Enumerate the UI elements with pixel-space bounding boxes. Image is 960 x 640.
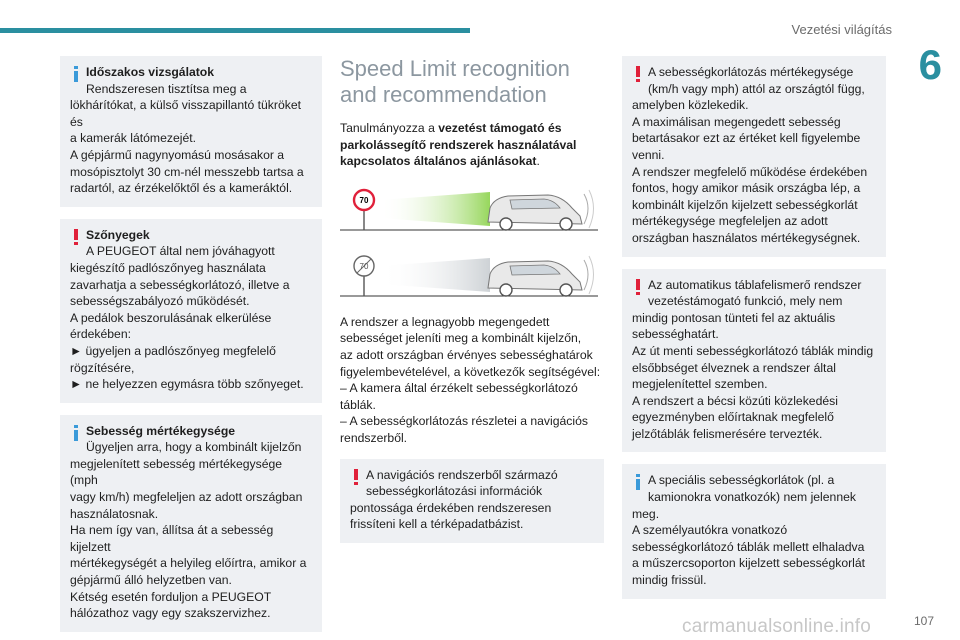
header-accent-bar [0,28,470,33]
left-column [60,56,322,640]
speed-sign-label: 70 [359,261,369,271]
text-line: vezetéstámogató funkció, mely nem [648,294,843,309]
text-line: venni. [632,147,665,162]
text-line: radartól, az érzékelőktől és a kameráktól. [70,181,293,196]
info-box-periodic-checks [60,56,322,207]
text-line: A navigációs rendszerből származó [366,467,558,482]
text-line: Ha nem így van, állítsa át a sebesség kijelzett [70,523,274,554]
text-line: A rendszer a legnagyobb megengedett [340,314,550,329]
text-line: A személyautókra vonatkozó [632,523,788,538]
system-description [340,314,604,447]
box-title: Szőnyegek [86,227,150,242]
warning-icon [632,66,644,82]
text-line: A maximálisan megengedett sebesség [632,114,841,129]
middle-column [340,56,604,555]
text-line: A gépjármű nagynyomású mosásakor a [70,147,285,162]
text-line: országban használatos mértékegységnek. [632,230,861,245]
text-line: mértékegységét a helyileg előírtra, amikor a [70,556,307,571]
illustration-navigation-limit [340,244,604,304]
warning-icon [70,229,82,245]
text-line: hálózathoz vagy egy szakszervizhez. [70,606,271,621]
text-line: ► ne helyezzen egymásra több szőnyeget. [70,377,304,392]
watermark: carmanualsonline.info [682,616,872,637]
text-line: Rendszeresen tisztítsa meg a [86,81,247,96]
text-line: megjelenítettel szemben. [632,377,768,392]
text-line: A speciális sebességkorlátok (pl. a [648,473,835,488]
text-line: gépjármű álló helyzetben van. [70,573,232,588]
text-line: mosópisztolyt 30 cm-nél messzebb tartsa a [70,164,304,179]
text-line: elsőbbséget élveznek a rendszer által [632,360,836,375]
text-line: rögzítésére, [70,360,135,375]
text-line: jelzőtáblák felismerésére tervezték. [632,426,823,441]
info-icon [70,66,82,82]
warning-icon [350,469,362,485]
text-line: érdekében: [70,327,131,342]
text-line: mindig pontosan tünteti fel az aktuális [632,310,836,325]
intro-paragraph [340,120,604,170]
text-line: Az automatikus táblafelismerő rendszer [648,277,862,292]
text-line: lökhárítókat, a külső visszapillantó tükröket és [70,98,301,129]
warning-box-map-update [340,459,604,543]
text-line: fontos, hogy amikor másik országba lép, a [632,181,861,196]
text-line: egyezményben előírtaknak megfelelő [632,410,834,425]
intro-end: . [536,154,540,169]
box-title: Sebesség mértékegysége [86,423,236,438]
box-title: Időszakos vizsgálatok [86,65,215,79]
text-line: vagy km/h) megfeleljen az adott országban [70,490,303,505]
info-box-speed-unit [60,415,322,632]
text-line: A rendszer megfelelő működése érdekében [632,164,868,179]
text-line: A sebességkorlátozás mértékegysége [648,65,854,79]
chapter-number: 6 [918,41,942,88]
text-line: használatosnak. [70,506,159,521]
text-line: Ügyeljen arra, hogy a kombinált kijelzőn [86,440,302,455]
warning-box-sign-recognition [622,269,886,453]
title-line: Speed Limit recognition [340,56,570,81]
text-line: A rendszert a bécsi közúti közlekedési [632,393,838,408]
text-line: kiegészítő padlószőnyeg használata [70,260,266,275]
text-line: sebességhatárt. [632,327,719,342]
text-line: sebességkorlátozási információk [366,484,543,499]
text-line: rendszerből. [340,430,408,445]
page-number: 107 [913,614,934,628]
text-line: a kamerák látómezejét. [70,131,196,146]
text-line: megjelenített sebesség mértékegysége (mph [70,456,283,488]
text-line: kombinált kijelzőn kijelzett sebességkorlát [632,197,858,212]
text-line: sebességkorlátozó táblák mellett elhaladva [632,539,865,554]
warning-box-units [622,56,886,257]
text-line: táblák. [340,397,376,412]
header-title: Vezetési világítás [791,22,892,37]
text-line: meg. [632,506,660,521]
text-line: sebességet jeleníti meg a kombinált kijelzőn, [340,331,582,346]
text-line: A pedálok beszorulásának elkerülése [70,310,272,325]
warning-icon [632,279,644,295]
text-line: (km/h vagy mph) attól az országtól függ, [648,81,865,96]
text-line: – A kamera által érzékelt sebességkorlátozó [340,381,578,396]
text-line: Kétség esetén forduljon a PEUGEOT [70,589,272,604]
text-line: kamionokra vonatkozók) nem jelennek [648,490,856,505]
section-title [340,56,604,108]
info-box-special-limits [622,464,886,598]
right-column [622,56,886,611]
text-line: sebességszabályozó működését. [70,294,250,309]
info-icon [70,425,82,441]
text-line: frissíteni kell a térképadatbázist. [350,517,524,532]
text-line: A PEUGEOT által nem jóváhagyott [86,244,275,259]
info-icon [632,474,644,490]
text-line: betartásakor ezt az értéket kell figyelembe [632,131,861,146]
illustration-sign-recognition [340,178,604,238]
intro-bold-text: vezetést támogató és parkolássegítő rendszerek használatával kapcsolatos általános ajánlásokat [340,121,577,169]
intro-text: Tanulmányozza a [340,121,439,135]
text-line: a műszercsoporton kijelzett sebességkorlát [632,556,866,571]
text-line: amelyben közlekedik. [632,98,749,113]
text-line: mértékegysége megfeleljen az adott [632,214,828,229]
text-line: Az út menti sebességkorlátozó táblák mindig [632,343,874,358]
text-line: zavarhatja a sebességkorlátozó, illetve a [70,277,290,292]
warning-box-mats [60,219,322,403]
text-line: figyelembevételével, a következők segítségével: [340,364,601,379]
text-line: ► ügyeljen a padlószőnyeg megfelelő [70,343,276,358]
text-line: mindig frissül. [632,573,707,588]
title-line: and recommendation [340,82,547,107]
text-line: – A sebességkorlátozás részletei a navigációs [340,414,588,429]
text-line: az adott országban érvényes sebességhatárok [340,347,593,362]
text-line: pontossága érdekében rendszeresen [350,500,552,515]
speed-sign-label: 70 [359,195,369,205]
